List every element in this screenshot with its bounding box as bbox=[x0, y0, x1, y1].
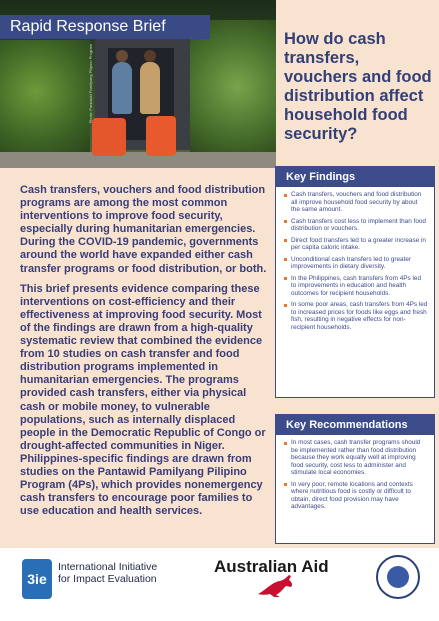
key-recommendations-box bbox=[275, 414, 435, 544]
intro-paragraph: Cash transfers, vouchers and food distribution programs are among the most common interventions to improve food security, especially during humanitarian emergencies. During the COVID-19 pandemic, governments around the world have expanded either cash transfer programs or food distribution, or both. bbox=[20, 184, 267, 275]
hero-photo bbox=[0, 0, 276, 168]
rice-bag bbox=[146, 116, 176, 156]
intro-body bbox=[20, 184, 270, 525]
intro-paragraph: This brief presents evidence comparing these interventions on cost-efficiency and their effectiveness at improving food security. Most of the findings are drawn from a high-quality systematic review that combined the evidence from 10 studies on cash transfer and food distribution programs implemented in humanitarian emergencies. The programs provided cash transfers, either via physical cash or mobile money, to vulnerable populations, such as internally displaced people in the Democratic Republic of Congo or drought-affected communities in Niger. Philippines-specific findings are drawn from studies on the Pantawid Pamilyang Pilipino Program (4Ps), which provides nonemergency cash transfers to encourage poor families to use education and health services. bbox=[20, 282, 266, 518]
finding-item: Direct food transfers led to a greater increase in per capita caloric intake. bbox=[284, 237, 428, 252]
australian-aid-logo-text: Australian Aid bbox=[214, 557, 329, 576]
person-figure bbox=[140, 62, 160, 114]
brief-type-banner: Rapid Response Brief bbox=[0, 15, 210, 39]
key-findings-title: Key Findings bbox=[276, 167, 434, 187]
key-findings-list bbox=[276, 187, 434, 339]
footer bbox=[0, 548, 439, 621]
seal-emblem bbox=[387, 566, 409, 588]
foliage-left bbox=[0, 40, 90, 168]
finding-item: Cash transfers cost less to implement than food distribution or vouchers. bbox=[284, 218, 428, 233]
government-seal-icon bbox=[376, 555, 420, 599]
key-findings-box bbox=[275, 166, 435, 398]
photo-credit: Photo: Pantawid Pamilyang Pilipino Program bbox=[88, 44, 93, 124]
foliage-right bbox=[190, 20, 276, 168]
key-recommendations-title: Key Recommendations bbox=[276, 415, 434, 435]
finding-item: In some poor areas, cash transfers from 4Ps led to increased prices for foods like eggs and fresh fish, resulting in negative effects for non-recipient households. bbox=[284, 301, 428, 331]
recommendation-item: In very poor, remote locations and contexts where nutritious food is costly or difficult to obtain, direct food provision may have advantages. bbox=[284, 481, 428, 511]
finding-item: Unconditional cash transfers led to greater improvements in dietary diversity. bbox=[284, 256, 428, 271]
finding-item: In the Philippines, cash transfers from 4Ps led to improvements in education and health outcomes for recipient households. bbox=[284, 275, 428, 298]
key-recommendations-list bbox=[276, 435, 434, 519]
person-head bbox=[144, 50, 156, 62]
person-head bbox=[116, 50, 128, 62]
recommendation-item: In most cases, cash transfer programs should be implemented rather than food distribution because they work equally well at improving food security, cost less to administer and stimulate local economies. bbox=[284, 439, 428, 477]
3ie-logo: 3ie bbox=[22, 559, 52, 599]
rice-bag bbox=[92, 118, 126, 156]
person-figure bbox=[112, 62, 132, 114]
org-name: International Initiative for Impact Evaluation bbox=[58, 561, 158, 585]
page-title: How do cash transfers, vouchers and food distribution affect household food security? bbox=[284, 30, 432, 143]
finding-item: Cash transfers, vouchers and food distribution all improve household food security by about the same amount. bbox=[284, 191, 428, 214]
floor bbox=[0, 152, 276, 168]
kangaroo-icon bbox=[256, 572, 296, 598]
